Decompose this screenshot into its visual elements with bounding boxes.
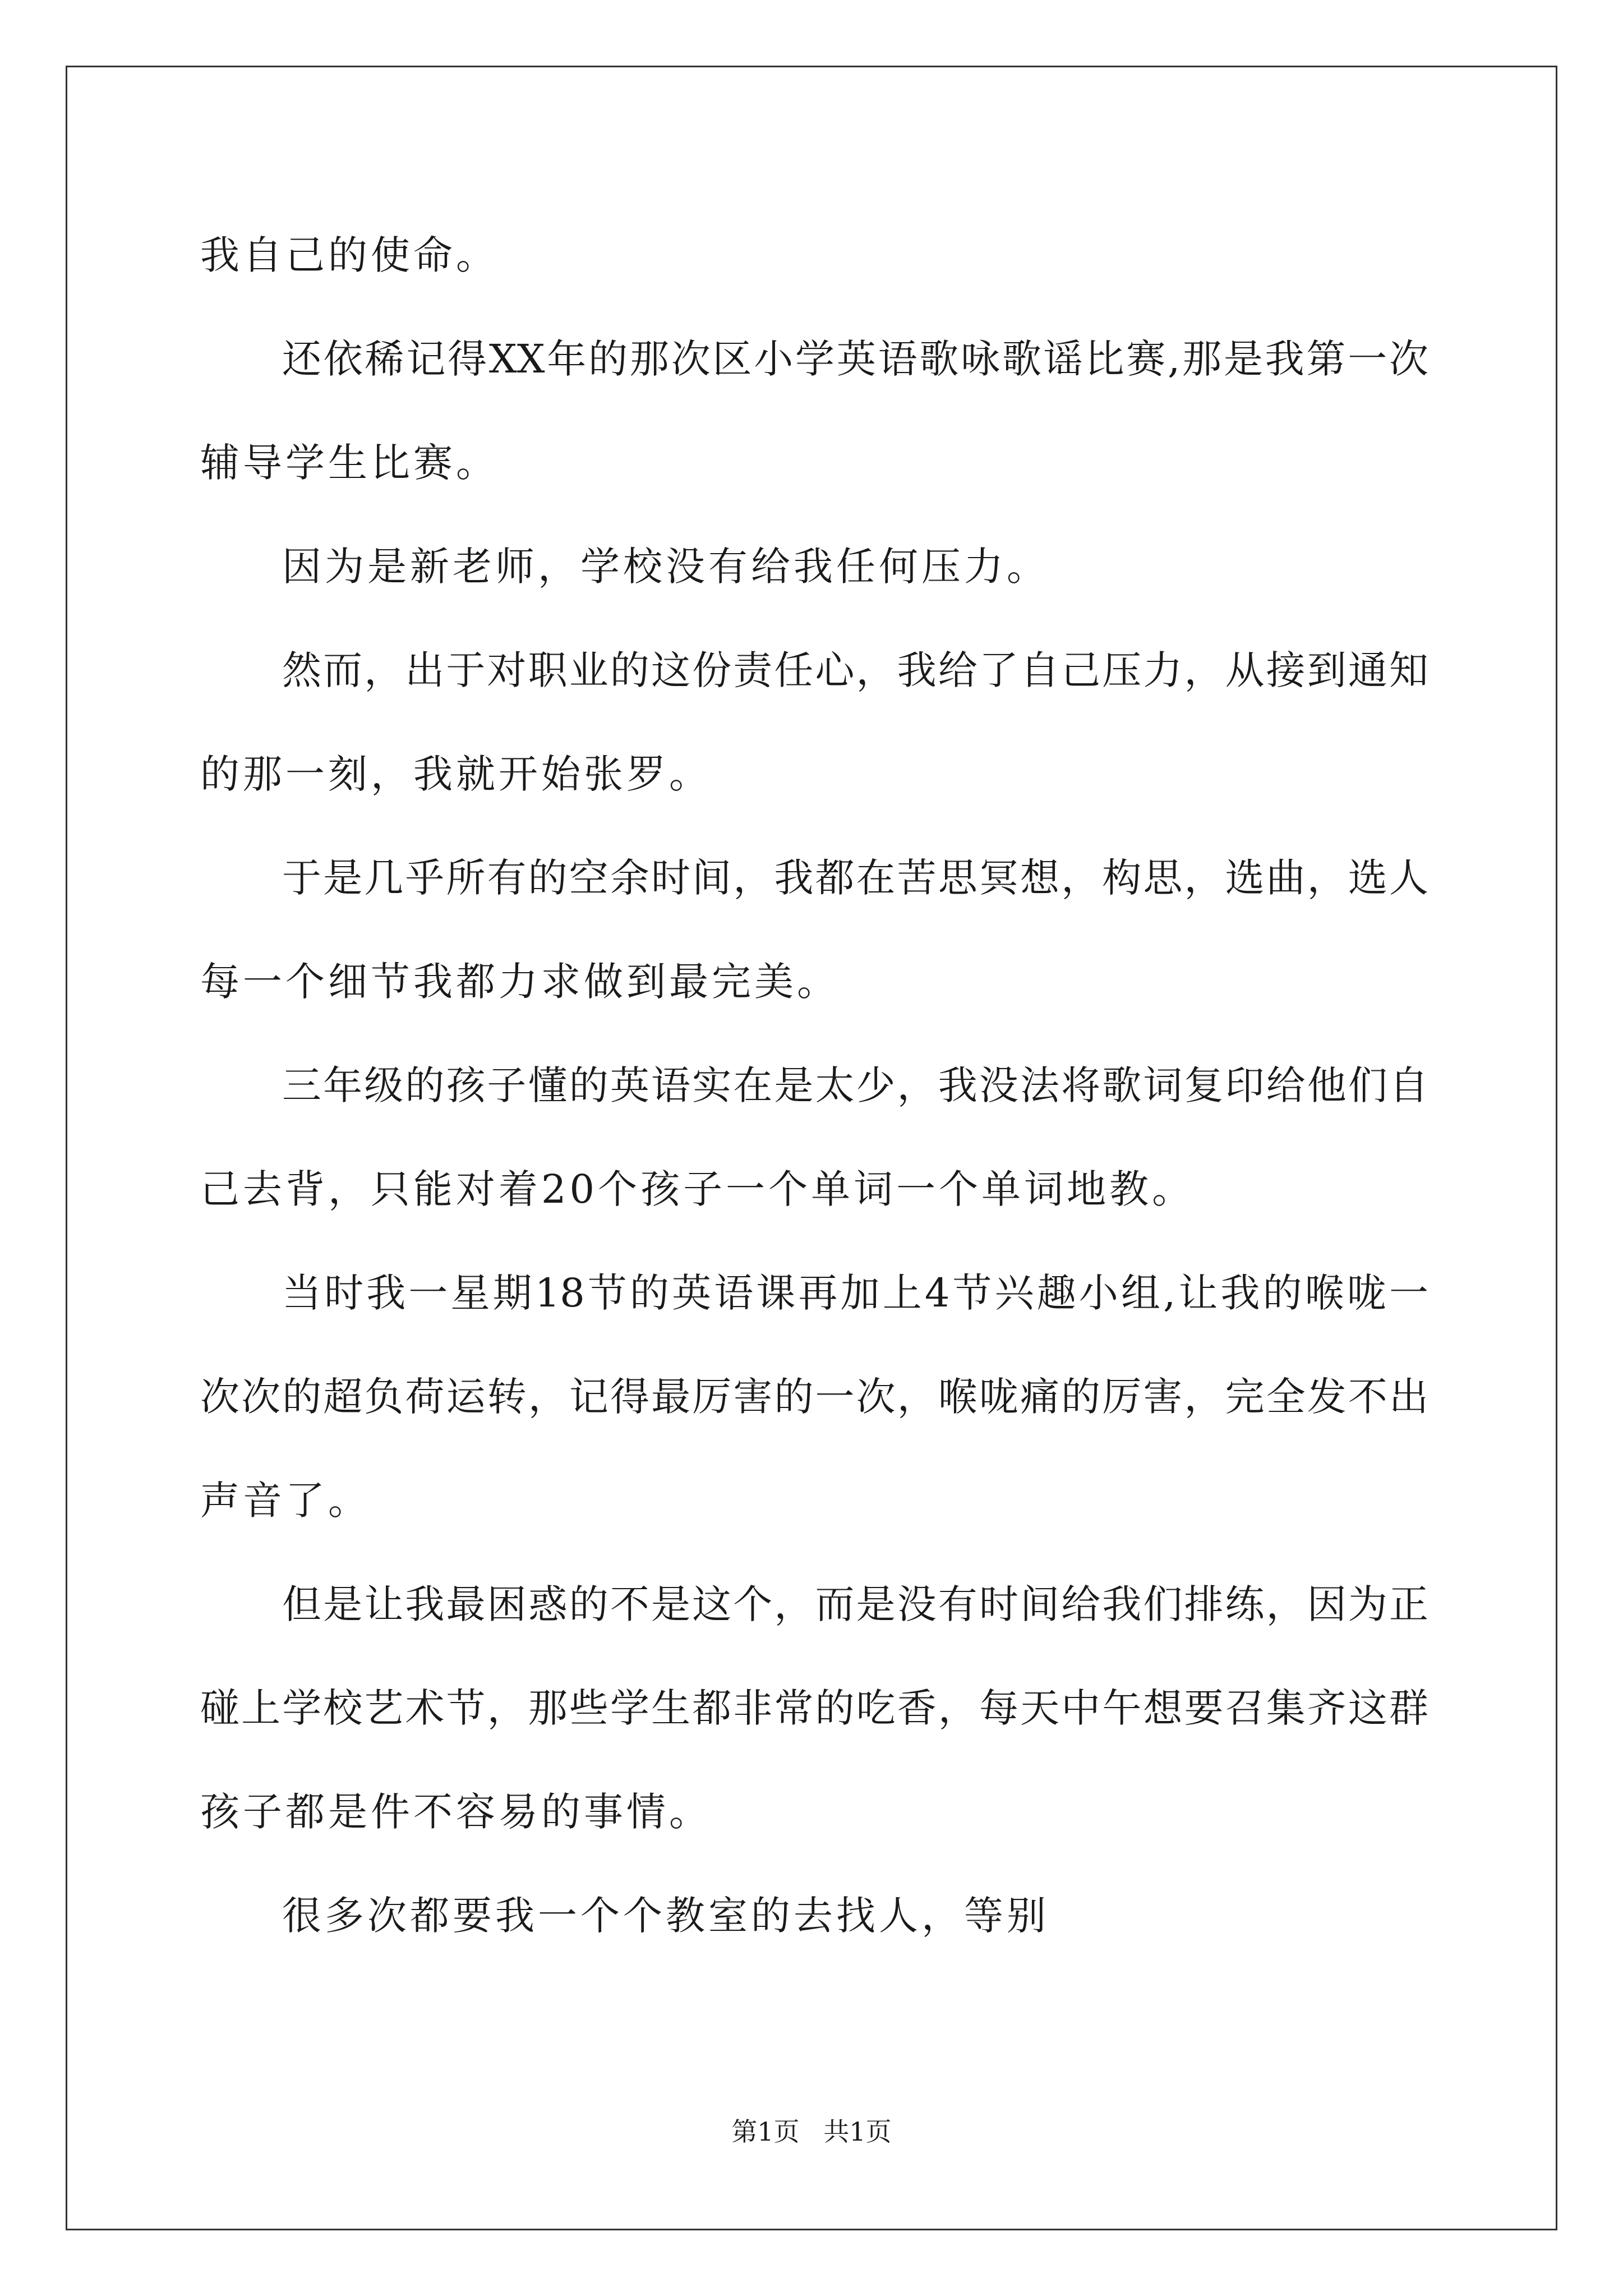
text-line: 于是几乎所有的空余时间，我都在苦思冥想，构思，选曲，选人 <box>282 855 1428 901</box>
text-line: 次次的超负荷运转，记得最厉害的一次，喉咙痛的厉害，完全发不出 <box>200 1374 1428 1420</box>
text-line: 还依稀记得XX年的那次区小学英语歌咏歌谣比赛,那是我第一次 <box>282 336 1428 382</box>
text-line: 每一个细节我都力求做到最完美。 <box>200 959 840 1005</box>
text-line: 但是让我最困惑的不是这个，而是没有时间给我们排练，因为正 <box>282 1581 1428 1627</box>
page-footer <box>0 2115 1623 2148</box>
text-line: 的那一刻，我就开始张罗。 <box>200 751 712 797</box>
text-line: 因为是新老师，学校没有给我任何压力。 <box>282 544 1049 590</box>
text-line: 碰上学校艺术节，那些学生都非常的吃香，每天中午想要召集齐这群 <box>200 1685 1428 1731</box>
text-line: 三年级的孩子懂的英语实在是太少，我没法将歌词复印给他们自 <box>282 1062 1428 1108</box>
text-line: 声音了。 <box>200 1478 371 1524</box>
text-line: 很多次都要我一个个教室的去找人，等别 <box>282 1893 1049 1939</box>
text-line: 然而，出于对职业的这份责任心，我给了自己压力，从接到通知 <box>282 647 1428 693</box>
page-total: 共1页 <box>823 2116 892 2147</box>
text-line: 孩子都是件不容易的事情。 <box>200 1789 712 1835</box>
text-line: 我自己的使命。 <box>200 232 499 278</box>
text-line: 己去背，只能对着20个孩子一个单词一个单词地教。 <box>200 1166 1195 1212</box>
text-line: 当时我一星期18节的英语课再加上4节兴趣小组,让我的喉咙一 <box>282 1270 1428 1316</box>
text-line: 辅导学生比赛。 <box>200 440 499 486</box>
page-number: 第1页 <box>731 2116 800 2147</box>
